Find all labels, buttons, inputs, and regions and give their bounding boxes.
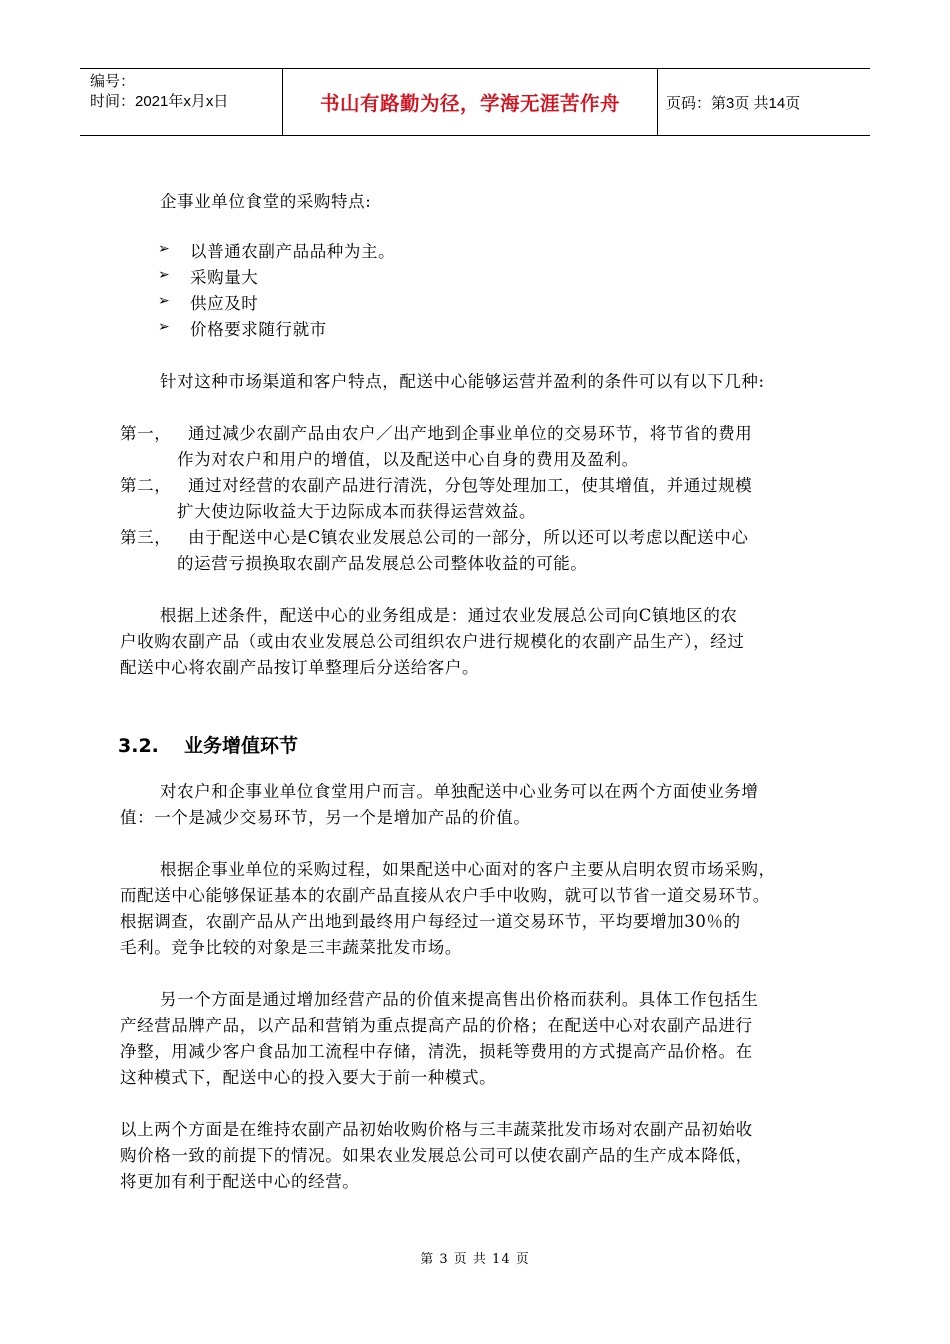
number-label: 编号： (90, 73, 136, 90)
condition-line: 扩大使边际收益大于边际成本而获得运营效益。 (177, 502, 537, 521)
condition-label: 第三， (120, 528, 172, 547)
bullet-label: 以普通农副产品品种为主。 (190, 242, 396, 261)
condition-line: 作为对农户和用户的增值，以及配送中心自身的费用及盈利。 (177, 450, 639, 469)
condition-line: 通过对经营的农副产品进行清洗，分包等处理加工，使其增值，并通过规模 (188, 476, 753, 495)
paragraph-line: 而配送中心能够保证基本的农副产品直接从农户手中收购，就可以节省一道交易环节。 (120, 886, 770, 905)
paragraph-line: 根据上述条件，配送中心的业务组成是：通过农业发展总公司向C镇地区的农 (160, 606, 738, 625)
section-title: 业务增值环节 (184, 735, 299, 757)
section-heading (118, 731, 298, 758)
condition-label: 第二， (120, 476, 172, 495)
bullet-label: 供应及时 (190, 294, 259, 313)
paragraph-line: 以上两个方面是在维持农副产品初始收购价格与三丰蔬菜批发市场对农副产品初始收 (120, 1120, 753, 1139)
paragraph-line: 值：一个是减少交易环节，另一个是增加产品的价值。 (120, 808, 531, 827)
bullet-label: 价格要求随行就市 (190, 320, 327, 339)
bullet-arrow-icon: ➢ (158, 267, 170, 283)
header-meta (80, 69, 283, 135)
paragraph-line: 毛利。竞争比较的对象是三丰蔬菜批发市场。 (120, 938, 462, 957)
section-number: 3.2. (118, 735, 159, 757)
paragraph-line: 产经营品牌产品，以产品和营销为重点提高产品的价格；在配送中心对农副产品进行 (120, 1016, 753, 1035)
paragraph-line: 购价格一致的前提下的情况。如果农业发展总公司可以使农副产品的生产成本降低， (120, 1146, 753, 1165)
paragraph-line: 这种模式下，配送中心的投入要大于前一种模式。 (120, 1068, 497, 1087)
date-label: 时间：2021年x月x日 (90, 93, 229, 110)
condition-label: 第一， (120, 424, 172, 443)
header-motto: 书山有路勤为径，学海无涯苦作舟 (283, 69, 658, 135)
intro-text: 企事业单位食堂的采购特点: (160, 192, 372, 211)
page-footer: 第 3 页 共 14 页 (420, 1252, 530, 1267)
bullet-arrow-icon: ➢ (158, 319, 170, 335)
page-header (80, 68, 870, 136)
paragraph-line: 对农户和企事业单位食堂用户而言。单独配送中心业务可以在两个方面使业务增 (160, 782, 759, 801)
paragraph-line: 根据企事业单位的采购过程，如果配送中心面对的客户主要从启明农贸市场采购， (160, 860, 776, 879)
bullet-arrow-icon: ➢ (158, 241, 170, 257)
paragraph-line: 根据调查，农副产品从产出地到最终用户每经过一道交易环节，平均要增加30％的 (120, 912, 741, 931)
header-page-info: 页码：第3页 共14页 (666, 94, 801, 112)
bullet-arrow-icon: ➢ (158, 293, 170, 309)
condition-line: 通过减少农副产品由农户／出产地到企事业单位的交易环节，将节省的费用 (188, 424, 753, 443)
condition-line: 由于配送中心是C镇农业发展总公司的一部分，所以还可以考虑以配送中心 (188, 528, 749, 547)
bullet-label: 采购量大 (190, 268, 259, 287)
condition-line: 的运营亏损换取农副产品发展总公司整体收益的可能。 (177, 554, 588, 573)
paragraph-line: 配送中心将农副产品按订单整理后分送给客户。 (120, 658, 480, 677)
paragraph-line: 将更加有利于配送中心的经营。 (120, 1172, 360, 1191)
paragraph-line: 户收购农副产品（或由农业发展总公司组织农户进行规模化的农副产品生产），经过 (120, 632, 745, 651)
conditions-intro: 针对这种市场渠道和客户特点，配送中心能够运营并盈利的条件可以有以下几种: (160, 372, 765, 391)
paragraph-line: 净整，用减少客户食品加工流程中存储，清洗，损耗等费用的方式提高产品价格。在 (120, 1042, 753, 1061)
paragraph-line: 另一个方面是通过增加经营产品的价值来提高售出价格而获利。具体工作包括生 (160, 990, 759, 1009)
